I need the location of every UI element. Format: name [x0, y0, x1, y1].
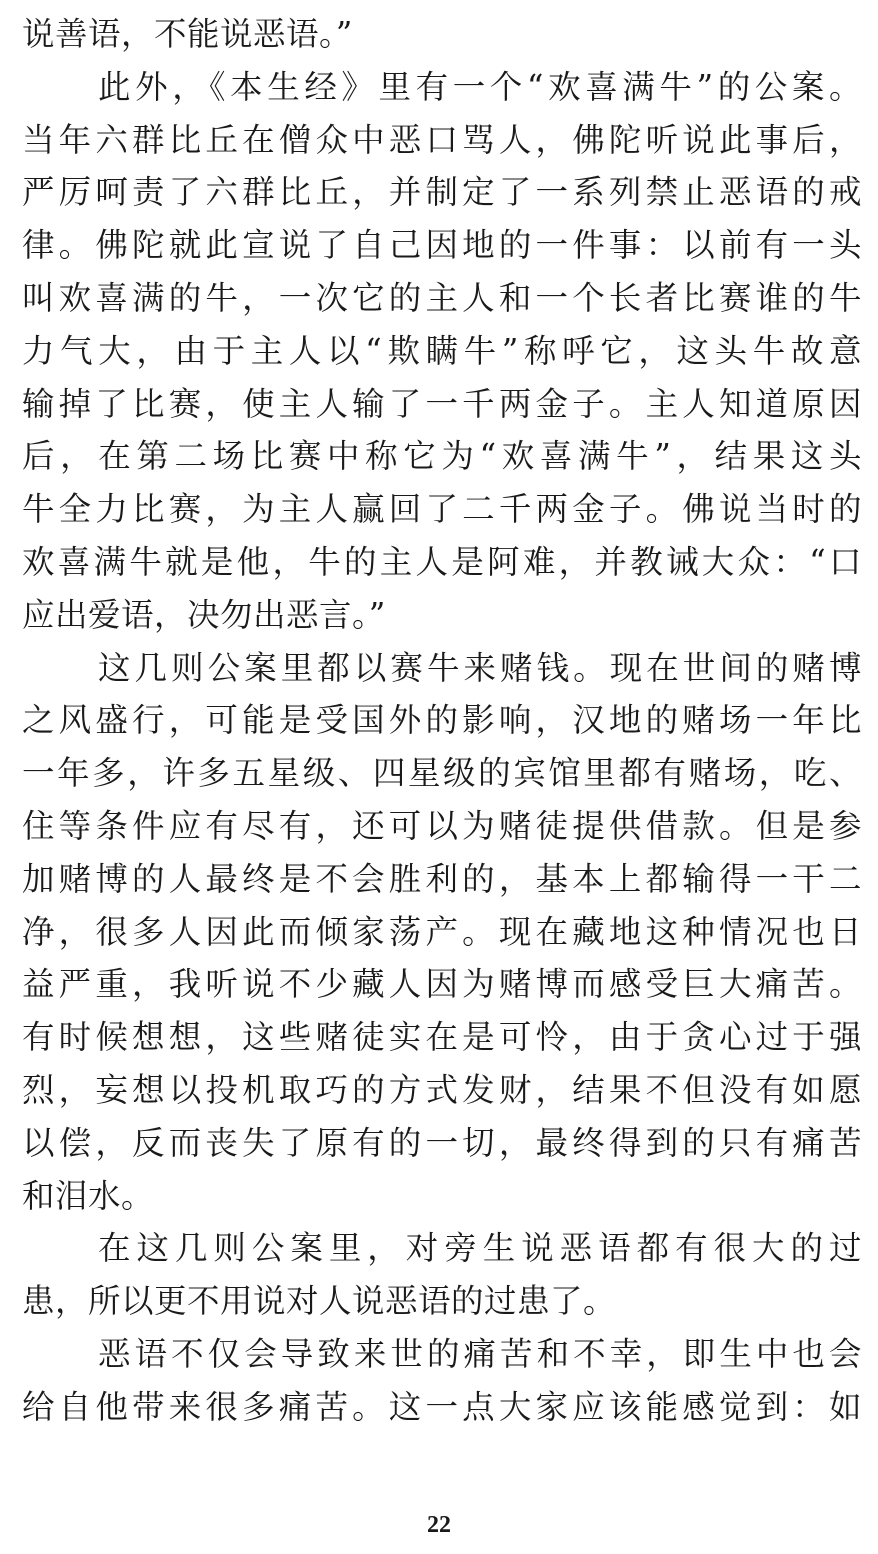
text-line: 患，所以更不用说对人说恶语的过患了。	[22, 1282, 617, 1321]
text-line: 严厉呵责了六群比丘，并制定了一系列禁止恶语的戒	[22, 173, 862, 212]
text-line: 应出爱语，决勿出恶言。”	[22, 595, 386, 634]
text-line: 这几则公案里都以赛牛来赌钱。现在世间的赌博	[98, 648, 862, 687]
text-line: 以偿，反而丧失了原有的一切，最终得到的只有痛苦	[22, 1123, 862, 1162]
text-line: 此外，《本生经》里有一个“欢喜满牛”的公案。	[98, 67, 862, 106]
text-line: 在这几则公案里，对旁生说恶语都有很大的过	[98, 1229, 862, 1268]
page-number: 22	[427, 1512, 451, 1538]
text-line: 当年六群比丘在僧众中恶口骂人，佛陀听说此事后，	[22, 120, 862, 159]
text-line: 律。佛陀就此宣说了自己因地的一件事：以前有一头	[22, 226, 862, 265]
text-line: 益严重，我听说不少藏人因为赌博而感受巨大痛苦。	[22, 965, 862, 1004]
text-line: 之风盛行，可能是受国外的影响，汉地的赌场一年比	[22, 701, 862, 740]
text-line: 和泪水。	[22, 1176, 155, 1215]
text-line: 一年多，许多五星级、四星级的宾馆里都有赌场，吃、	[22, 754, 862, 793]
text-line: 有时候想想，这些赌徒实在是可怜，由于贪心过于强	[22, 1018, 862, 1057]
text-line: 说善语，不能说恶语。”	[22, 15, 353, 53]
text-line: 住等条件应有尽有，还可以为赌徒提供借款。但是参	[22, 806, 862, 845]
text-line: 恶语不仅会导致来世的痛苦和不幸，即生中也会	[98, 1334, 862, 1373]
text-line: 加赌博的人最终是不会胜利的，基本上都输得一干二	[22, 859, 862, 898]
text-line: 后，在第二场比赛中称它为“欢喜满牛”，结果这头	[22, 437, 862, 476]
text-line: 输掉了比赛，使主人输了一千两金子。主人知道原因	[22, 384, 862, 423]
text-line: 净，很多人因此而倾家荡产。现在藏地这种情况也日	[22, 912, 862, 951]
text-line: 叫欢喜满的牛，一次它的主人和一个长者比赛谁的牛	[22, 278, 862, 317]
text-body	[22, 8, 862, 1494]
text-line: 欢喜满牛就是他，牛的主人是阿难，并教诫大众：“口	[22, 542, 862, 581]
text-line: 力气大，由于主人以“欺瞒牛”称呼它，这头牛故意	[22, 331, 862, 370]
text-line: 烈，妄想以投机取巧的方式发财，结果不但没有如愿	[22, 1070, 862, 1109]
text-line: 给自他带来很多痛苦。这一点大家应该能感觉到：如	[22, 1387, 862, 1426]
text-line: 牛全力比赛，为主人赢回了二千两金子。佛说当时的	[22, 490, 862, 529]
